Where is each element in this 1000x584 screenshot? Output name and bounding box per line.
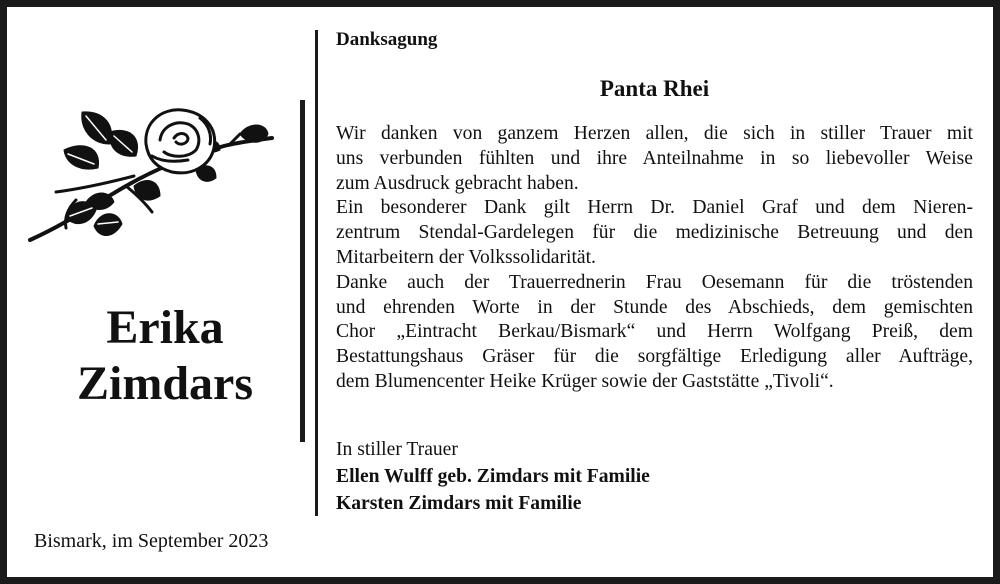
mourner-name: Ellen Wulff geb. Zimdars mit Familie xyxy=(336,466,650,487)
deceased-name xyxy=(40,300,290,412)
thanks-text xyxy=(336,122,973,395)
signature-intro: In stiller Trauer xyxy=(336,439,458,460)
notice-heading: Danksagung xyxy=(336,29,438,50)
column-divider xyxy=(315,30,318,516)
text-line: Wir danken von ganzem Herzen allen, die sich in stiller Trauer mit xyxy=(336,123,973,144)
motto: Panta Rhei xyxy=(599,76,710,101)
text-line: Danke auch der Trauerrednerin Frau Oesemann für die tröstenden xyxy=(336,271,973,293)
rose-icon xyxy=(26,104,276,254)
text-line: und ehrenden Worte in der Stunde des Abschieds, dem gemischten xyxy=(336,296,973,318)
deceased-last-name: Zimdars xyxy=(76,357,253,410)
text-line: Mitarbeitern der Volkssolidarität. xyxy=(336,246,596,268)
text-line: Chor „Eintracht Berkau/Bismark“ und Herrn Wolfgang Preiß, dem xyxy=(336,321,973,343)
accent-rule xyxy=(300,100,305,442)
paragraph xyxy=(336,122,973,196)
text-line: zum Ausdruck gebracht haben. xyxy=(336,172,579,194)
text-line: Ein besonderer Dank gilt Herrn Dr. Daniel Graf und dem Nieren- xyxy=(336,197,973,219)
text-line: dem Blumencenter Heike Krüger sowie der Gaststätte „Tivoli“. xyxy=(336,370,834,392)
mourner-name: Karsten Zimdars mit Familie xyxy=(336,493,582,514)
signature-block xyxy=(336,436,650,517)
paragraph xyxy=(336,271,973,395)
place-date: Bismark, im September 2023 xyxy=(34,530,269,552)
paragraph xyxy=(336,196,973,270)
text-line: zentrum Stendal-Gardelegen für die medizinische Betreuung und den xyxy=(336,222,973,244)
text-line: uns verbunden fühlten und ihre Anteilnahme in so liebevoller Weise xyxy=(336,147,973,169)
text-line: Bestattungshaus Gräser für die sorgfältige Erledigung aller Aufträge, xyxy=(336,346,973,368)
deceased-first-name: Erika xyxy=(106,301,224,354)
